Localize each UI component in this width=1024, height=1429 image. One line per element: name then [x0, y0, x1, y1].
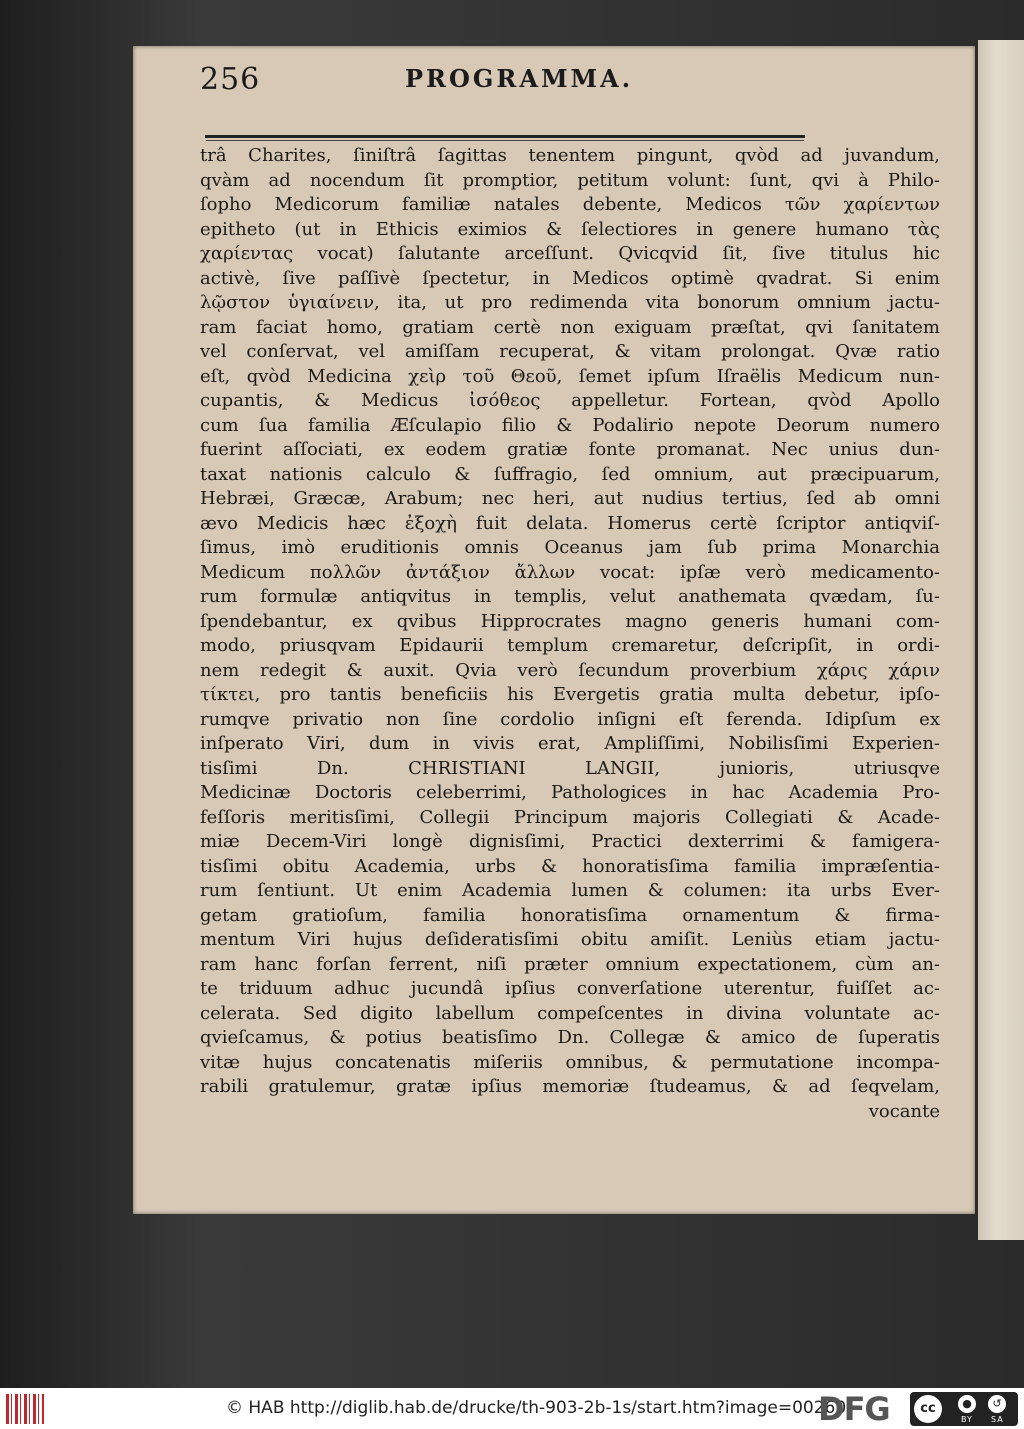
text-line: qvàm ad nocendum ſit promptior, petitum volunt: ſunt, qvi à Philo-	[200, 169, 940, 191]
running-title: PROGRAMMA.	[405, 64, 634, 93]
page-number: 256	[200, 62, 261, 97]
catchword: vocante	[868, 1100, 940, 1122]
text-line: ævo Medicis hæc ἐξοχὴ fuit delata. Homerus certè ſcriptor antiqviſ-	[200, 512, 940, 534]
sa-label: SA	[991, 1415, 1004, 1424]
text-line: ſpendebantur, ex qvibus Hipprocrates magno generis humani com-	[200, 610, 940, 632]
text-line: taxat nationis calculo & ſuffragio, ſed omnium, aut præcipuarum,	[200, 463, 940, 485]
body-text	[200, 144, 940, 1124]
text-line: eſt, qvòd Medicina χεὶρ τοῦ Θεοῦ, ſemet ipſum Iſraëlis Medicum nun-	[200, 365, 940, 387]
text-line: mentum Viri hujus deſideratisſimi obitu amiſit. Leniùs etiam jactu-	[200, 929, 940, 950]
text-line: cum ſua familia Æſculapio filio & Podalirio nepote Deorum numero	[200, 414, 940, 436]
text-line: Medicum πολλῶν ἀντάξιον ἄλλων vocat: ipſæ verò medicamento-	[200, 561, 940, 583]
text-line: miæ Decem-Viri longè dignisſimi, Practici dexterrimi & famigera-	[200, 831, 940, 852]
text-line: ſopho Medicorum familiæ natales debente, Medicos τῶν χαρίεντων	[200, 194, 940, 215]
text-line: Medicinæ Doctoris celeberrimi, Pathologices in hac Academia Pro-	[200, 782, 940, 803]
text-line: qvieſcamus, & potius beatisſimo Dn. Collegæ & amico de ſuperatis	[200, 1027, 940, 1048]
text-line: tisſimi obitu Academia, urbs & honoratisſima familia impræſentia-	[200, 855, 940, 877]
footer-bar	[0, 1388, 1024, 1429]
text-line: vitæ hujus concatenatis miſeriis omnibus, & permutatione incompa-	[200, 1051, 940, 1073]
text-line: feſſoris meritisſimi, Collegii Principum majoris Collegiati & Acade-	[200, 806, 940, 828]
by-icon: ●	[958, 1395, 976, 1413]
text-line: inſperato Viri, dum in vivis erat, Ampliſſimi, Nobilisſimi Experien-	[200, 733, 940, 754]
text-line: ram faciat homo, gratiam certè non exiguam præſtat, qvi ſanitatem	[200, 316, 940, 338]
text-line: activè, ſive paſſivè ſpectetur, in Medicos optimè qvadrat. Si enim	[200, 267, 940, 289]
adjacent-page-edge	[978, 40, 1024, 1240]
text-line: ram hanc forſan ferrent, niſi præter omnium expectationem, cùm an-	[200, 953, 940, 975]
text-line: vel conſervat, vel amiſſam recuperat, & vitam prolongat. Qvæ ratio	[200, 341, 940, 362]
text-line: epitheto (ut in Ethicis eximios & ſelectiores in genere humano τὰς	[200, 218, 940, 240]
text-line: tisſimi Dn. CHRISTIANI LANGII, junioris, utriusqve	[200, 757, 940, 779]
text-line: τίκτει, pro tantis beneficiis his Evergetis gratia multa debetur, ipſo-	[200, 684, 940, 705]
footer-credit-link[interactable]: © HAB http://diglib.hab.de/drucke/th-903-2b-1s/start.htm?image=00260	[226, 1398, 847, 1418]
by-label: BY	[961, 1415, 973, 1424]
text-line: rumqve privatio non ſine cordolio inſigni eſt ferenda. Idipſum ex	[200, 708, 940, 730]
text-line: nem redegit & auxit. Qvia verò ſecundum proverbium χάρις χάριν	[200, 659, 940, 681]
hab-logo-icon	[6, 1394, 44, 1424]
text-line: te triduum adhuc jucundâ ipſius converſatione uterentur, fuiſſet ac-	[200, 978, 940, 999]
cc-icon: cc	[914, 1395, 942, 1423]
text-line: rabili gratulemur, gratæ ipſius memoriæ ſtudeamus, & ad ſeqvelam,	[200, 1076, 940, 1097]
text-line: celerata. Sed digito labellum compeſcentes in divina voluntate ac-	[200, 1002, 940, 1024]
cc-license-badge[interactable]	[910, 1392, 1018, 1426]
text-line: rum formulæ antiqvitus in templis, velut anathemata qvædam, ſu-	[200, 586, 940, 607]
header-rule	[205, 135, 805, 138]
text-line: χαρίεντας vocat) ſalutante arceſſunt. Qvicqvid ſit, ſive titulus hic	[200, 243, 940, 264]
text-line: modo, priusqvam Epidaurii templum cremaretur, deſcripſit, in ordi-	[200, 635, 940, 656]
text-line: Hebræi, Græcæ, Arabum; nec heri, aut nudius tertius, ſed ab omni	[200, 488, 940, 509]
text-line: ſimus, imò eruditionis omnis Oceanus jam ſub prima Monarchia	[200, 537, 940, 558]
text-line: rum ſentiunt. Ut enim Academia lumen & columen: ita urbs Ever-	[200, 880, 940, 901]
text-line: getam gratioſum, familia honoratisſima ornamentum & firma-	[200, 904, 940, 926]
page-header	[200, 62, 740, 102]
text-line: cupantis, & Medicus ἰσόθεος appelletur. Fortean, qvòd Apollo	[200, 390, 940, 411]
text-line: trâ Charites, ſiniſtrâ ſagittas tenentem pingunt, qvòd ad juvandum,	[200, 145, 940, 166]
text-line: λῷστον ὑγιαίνειν, ita, ut pro redimenda vita bonorum omnium jactu-	[200, 292, 940, 313]
sa-icon: ↺	[988, 1395, 1006, 1413]
dfg-logo: DFG	[818, 1390, 890, 1428]
text-line: fuerint aſſociati, ex eodem gratiæ fonte promanat. Nec unius dun-	[200, 439, 940, 460]
